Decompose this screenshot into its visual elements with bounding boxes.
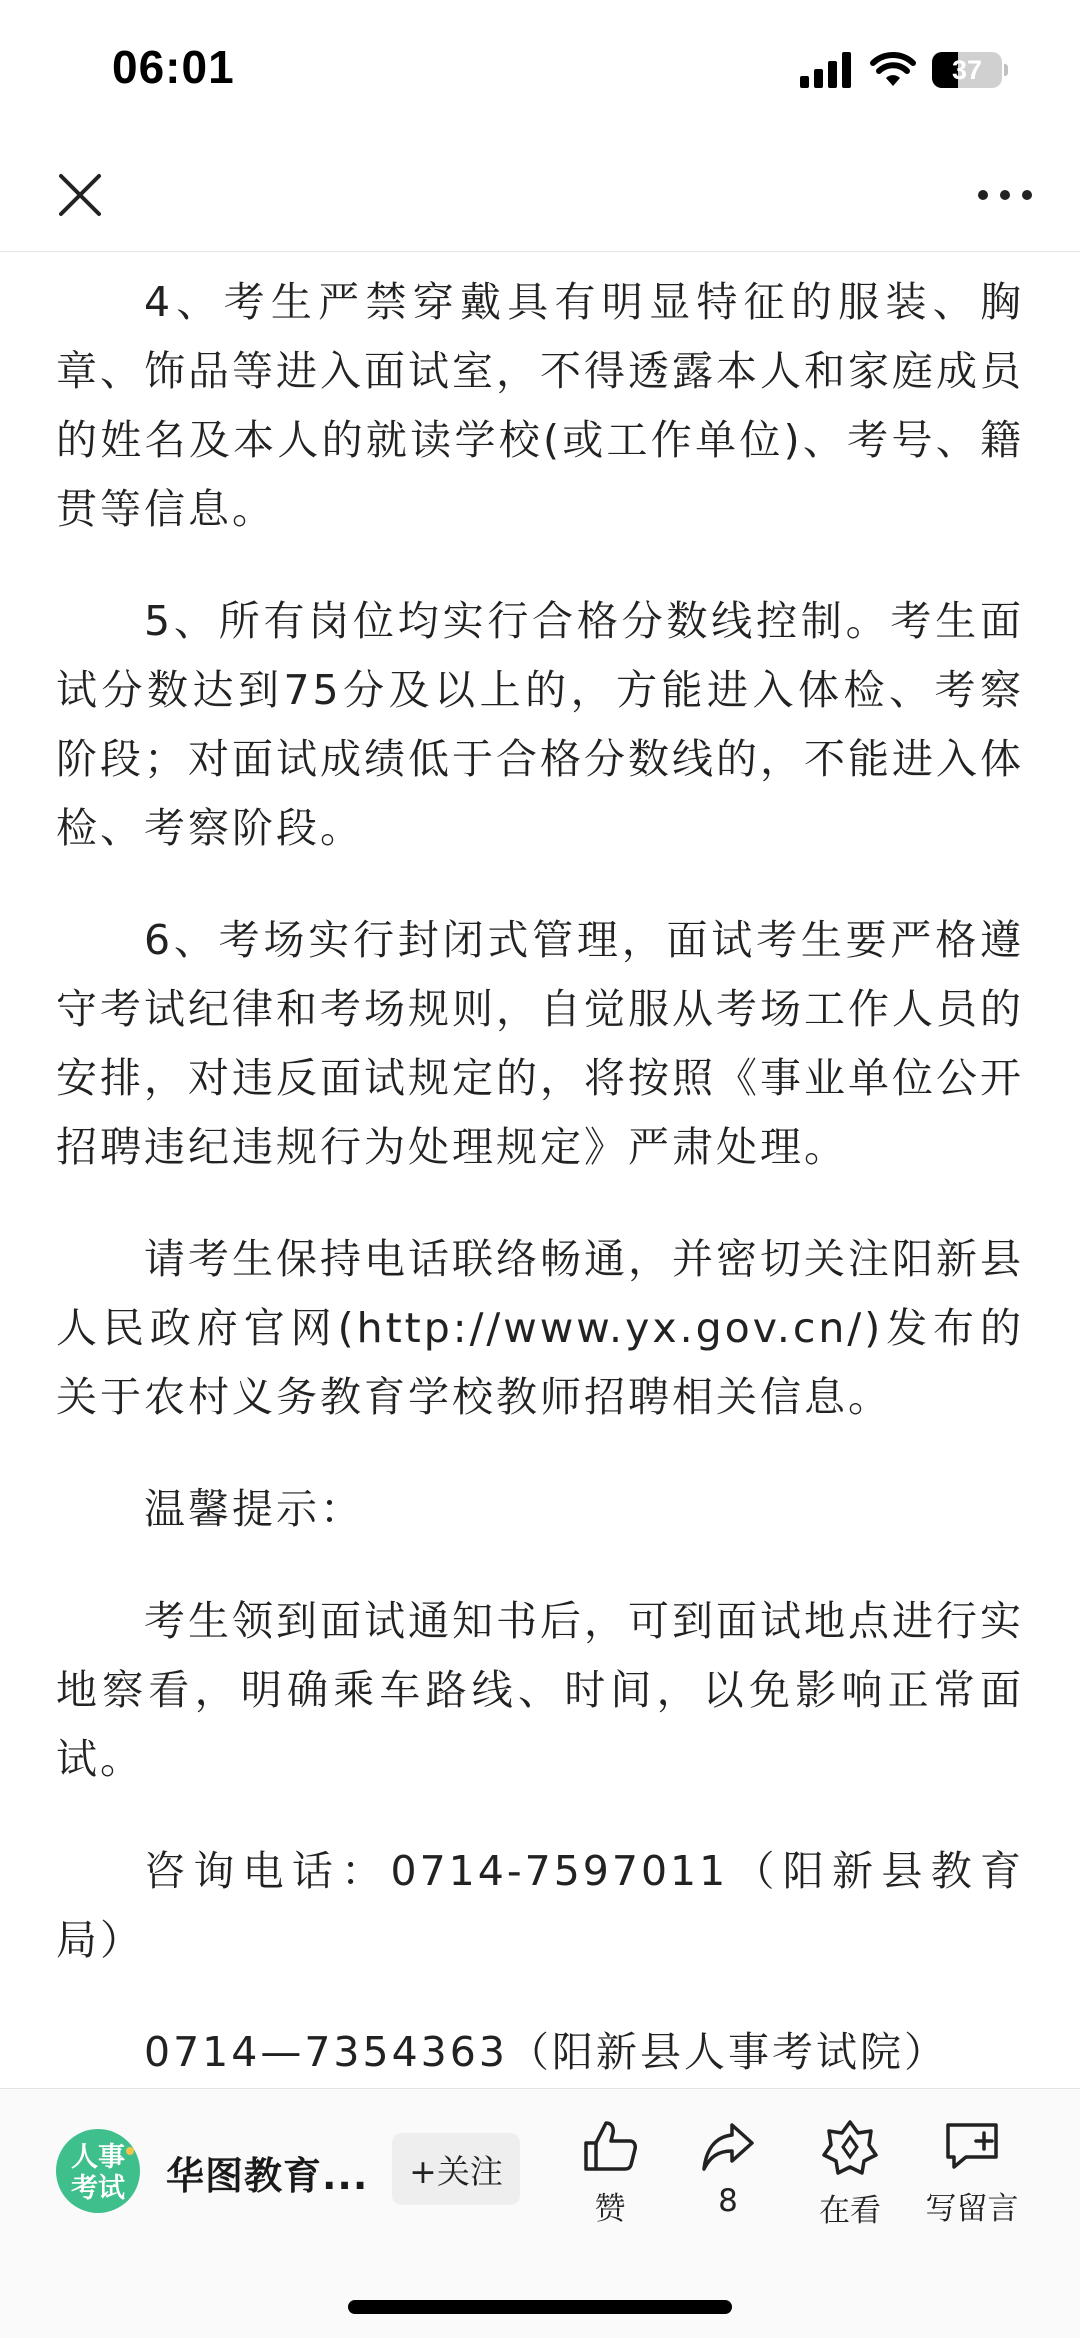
share-icon (700, 2119, 756, 2173)
status-icons (800, 48, 1008, 92)
account-logo-icon (56, 2129, 140, 2213)
wifi-icon (870, 52, 916, 88)
nav-bar (0, 140, 1080, 252)
paragraph: 5、所有岗位均实行合格分数线控制。考生面试分数达到75分及以上的，方能进入体检、考察阶段；对面试成绩低于合格分数线的，不能进入体检、考察阶段。 (56, 597, 1024, 852)
account-name[interactable]: 华图教育... (166, 2154, 369, 2198)
status-time: 06:01 (112, 41, 235, 93)
paragraph: 请考生保持电话联络畅通，并密切关注阳新县人民政府官网(http://www.yx.gov.cn/)发布的关于农村义务教育学校教师招聘相关信息。 (56, 1235, 1024, 1421)
battery-nub (1004, 64, 1008, 76)
wow-icon (822, 2119, 878, 2175)
home-indicator[interactable] (348, 2300, 732, 2314)
follow-button[interactable]: +关注 (392, 2133, 520, 2205)
like-label: 赞 (594, 2191, 626, 2227)
tip-heading: 温馨提示： (144, 1485, 364, 1533)
share-button[interactable] (668, 2119, 788, 2239)
contact-phone: 咨询电话：0714-7597011（阳新县教育局） (56, 1847, 1024, 1964)
paragraph: 6、考场实行封闭式管理，面试考生要严格遵守考试纪律和考场规则，自觉服从考场工作人员的安排，对违反面试规定的，将按照《事业单位公开招聘违纪违规行为处理规定》严肃处理。 (56, 916, 1024, 1171)
more-icon (977, 189, 1033, 201)
comment-label: 写留言 (925, 2191, 1019, 2227)
like-button[interactable] (550, 2119, 670, 2239)
wow-label: 在看 (819, 2193, 881, 2229)
article-content (56, 268, 1024, 2130)
comment-button[interactable] (912, 2119, 1032, 2239)
contact-phone: 0714—7354363（阳新县人事考试院） (144, 2028, 948, 2076)
battery-icon (932, 52, 1002, 88)
paragraph: 考生领到面试通知书后，可到面试地点进行实地察看，明确乘车路线、时间，以免影响正常面试。 (56, 1597, 1024, 1783)
status-bar (0, 0, 1080, 140)
avatar-text-line2: 考试 (71, 2173, 125, 2204)
more-button[interactable] (970, 165, 1040, 225)
paragraph: 4、考生严禁穿戴具有明显特征的服装、胸章、饰品等进入面试室，不得透露本人和家庭成员的姓名及本人的就读学校(或工作单位)、考号、籍贯等信息。 (56, 278, 1024, 533)
comment-icon (942, 2119, 1002, 2173)
avatar-text-line1: 人事 (71, 2142, 125, 2173)
close-icon (57, 172, 103, 218)
account-avatar[interactable] (56, 2129, 140, 2213)
close-button[interactable] (50, 165, 110, 225)
signal-icon (800, 52, 854, 88)
share-count: 8 (718, 2183, 738, 2219)
wow-button[interactable] (790, 2119, 910, 2239)
battery-level: 37 (951, 54, 983, 85)
thumbs-up-icon (582, 2119, 638, 2173)
